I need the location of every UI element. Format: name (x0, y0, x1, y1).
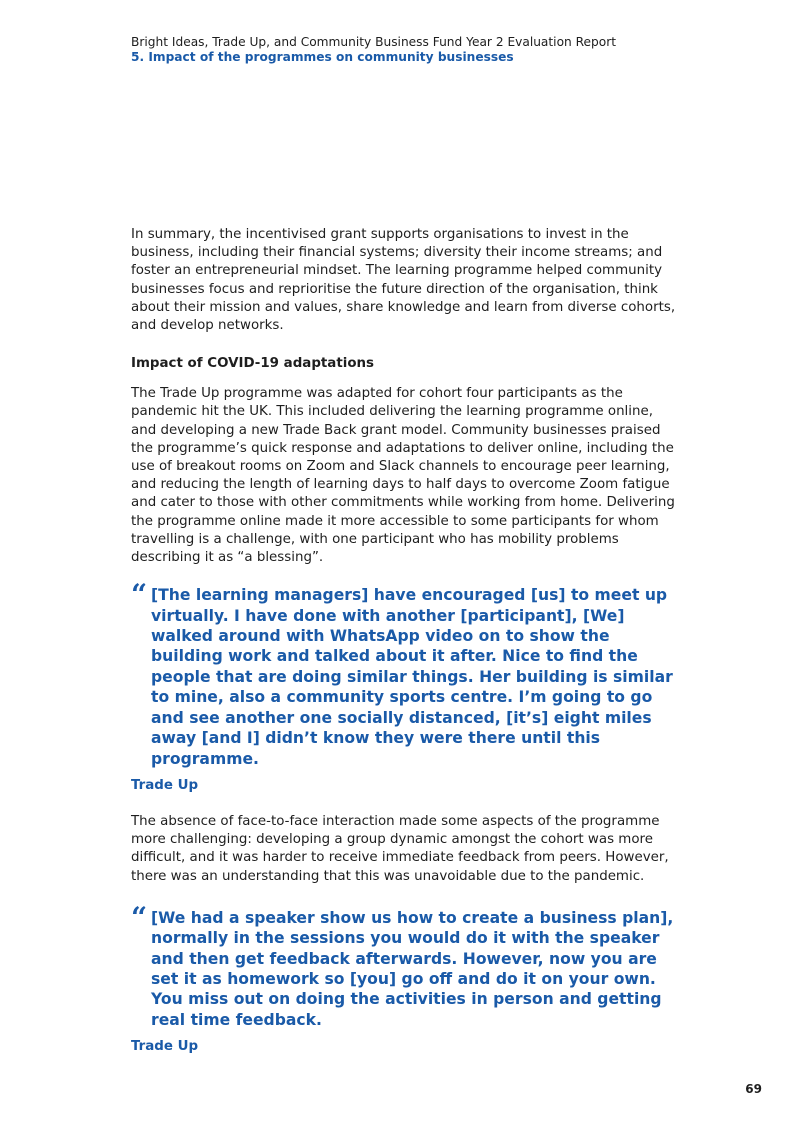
absence-paragraph: The absence of face-to-face interaction made some aspects of the programme more challenging: developing a group dynamic amongst the cohort was more difficult, and it was harder to receive immediate feedback from peers. However, there was an understanding that this was unavoidable due to the pandemic. (131, 813, 669, 884)
quote-attribution: Trade Up (131, 1039, 199, 1055)
quote-text: [The learning managers] have encouraged [us] to meet up virtually. I have done with another [participant], [We] walked around with WhatsApp video on to show the building work and talked about it after. Nice to find the people that are doing similar things. Her building is similar to mine, also a community sports centre. I’m going to go and see another one socially distanced, [it’s] eight miles away [and I] didn’t know they were there until this programme. (151, 586, 673, 768)
quote-block-1 (131, 578, 676, 769)
covid-heading: Impact of COVID-19 adaptations (131, 356, 375, 372)
quote-mark-icon: “ (131, 578, 148, 612)
covid-paragraph: The Trade Up programme was adapted for cohort four participants as the pandemic hit the UK. This included delivering the learning programme online, and developing a new Trade Back grant model. Community businesses praised the programme’s quick response and adaptations to deliver online, including the use of breakout rooms on Zoom and Slack channels to encourage peer learning, and reducing the length of learning days to half days to overcome Zoom fatigue and cater to those with other commitments while working from home. Delivering the programme online made it more accessible to some participants for whom travelling is a challenge, with one participant who has mobility problems describing it as “a blessing”. (131, 386, 675, 566)
report-title: Bright Ideas, Trade Up, and Community Business Fund Year 2 Evaluation Report (131, 35, 617, 49)
quote-block-2 (131, 900, 676, 1030)
quote-mark-icon: “ (131, 900, 148, 934)
quote-attribution: Trade Up (131, 777, 199, 793)
page-number: 69 (745, 1082, 762, 1096)
summary-paragraph: In summary, the incentivised grant supports organisations to invest in the business, including their financial systems; diversity their income streams; and foster an entrepreneurial mindset. The learning programme helped community businesses focus and reprioritise the future direction of the organisation, think about their mission and values, share knowledge and learn from diverse cohorts, and develop networks. (131, 227, 676, 334)
quote-text: [We had a speaker show us how to create a business plan], normally in the sessions you would do it with the speaker and then get feedback afterwards. However, now you are set it as homework so [you] go off and do it on your own. You miss out on doing the activities in person and getting real time feedback. (151, 908, 674, 1029)
page-header (131, 35, 731, 65)
section-title: 5. Impact of the programmes on community businesses (131, 50, 514, 64)
main-content (131, 226, 676, 1056)
